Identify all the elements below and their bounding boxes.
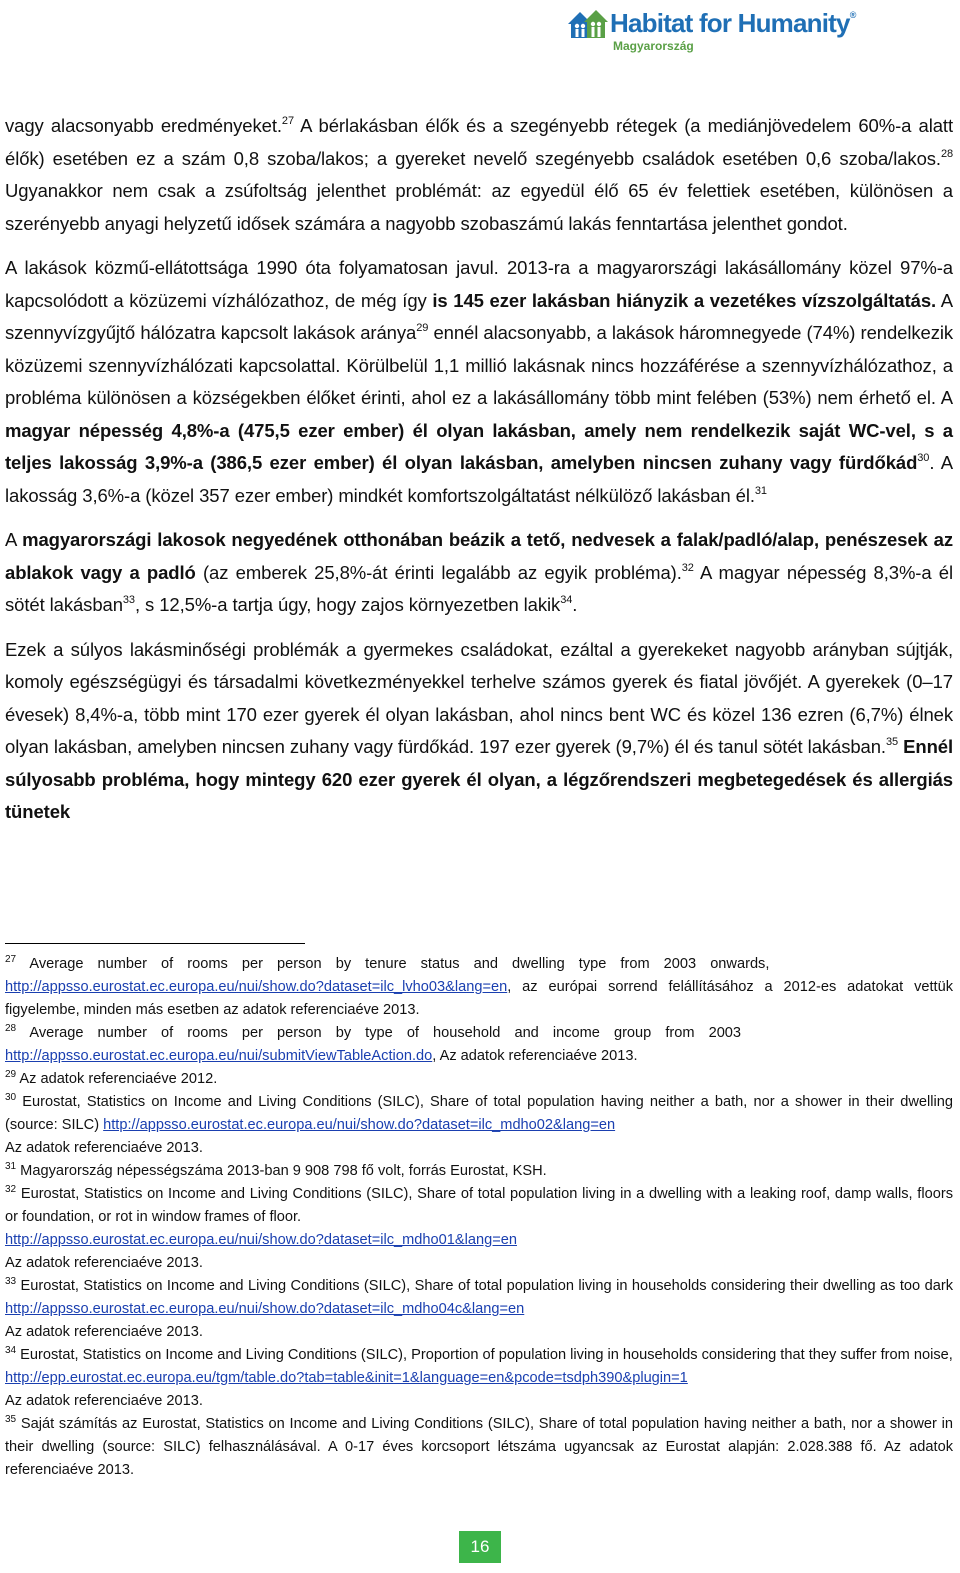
footnote-33: $^{33}$ Eurostat, Statistics on Income and Living Conditions (SILC), Share of total population living in households considering their dwelling as too dark http://appsso.eurostat.ec.europa.eu/nui/show.do?dataset=ilc_mdho04c&lang=en Az adatok referenciaéve 2013.: [5, 1276, 953, 1340]
footnote-30-link[interactable]: http://appsso.eurostat.ec.europa.eu/nui/show.do?dataset=ilc_mdho02&lang=en: [103, 1117, 616, 1133]
footnote-ref-33[interactable]: 33: [122, 594, 135, 606]
footnote-28-link[interactable]: http://appsso.eurostat.ec.europa.eu/nui/submitViewTableAction.do: [5, 1048, 433, 1064]
footnote-ref-35[interactable]: 35: [885, 736, 899, 748]
footnotes: [5, 953, 953, 1482]
footnote-ref-34[interactable]: 34: [560, 594, 573, 606]
footnote-34-link[interactable]: http://epp.eurostat.ec.europa.eu/tgm/table.do?tab=table&init=1&language=en&pcode=tsdph390&plugin=1: [5, 1370, 688, 1386]
footnote-ref-29[interactable]: 29: [416, 322, 429, 334]
footnote-separator: [5, 943, 305, 944]
footnote-27: $^{27}$ Average number of rooms per person by tenure status and dwelling type from 2003 onwards, http://appsso.eurostat.ec.europa.eu/nui/show.do?dataset=ilc_lvho03&lang=en, az európai sorrend felállításához a 2012-es adatokat vettük figyelembe, minden más esetben az adatok referenciaéve 2013.: [5, 954, 953, 1018]
footnote-33-link[interactable]: http://appsso.eurostat.ec.europa.eu/nui/show.do?dataset=ilc_mdho04c&lang=en: [5, 1301, 525, 1317]
paragraph-3: A magyarországi lakosok negyedének otthonában beázik a tető, nedvesek a falak/padló/alap, penészesek az ablakok vagy a padló (az emberek 25,8%-át érinti legalább az egyik probléma).$^{32}$ A magyar népesség 8,3%-a él sötét lakásban$^{33}$, s 12,5%-a tartja úgy, hogy zajos környezetben lakik$^{34}$.: [5, 529, 953, 615]
logo-subtitle: Magyarország: [613, 39, 694, 53]
footnote-ref-32[interactable]: 32: [681, 561, 694, 574]
footnote-ref-27[interactable]: 27: [281, 115, 294, 127]
footnote-ref-28[interactable]: 28: [940, 147, 953, 160]
footnote-35: $^{35}$ Saját számítás az Eurostat, Statistics on Income and Living Conditions (SILC), Share of total population having neither a bath, nor a shower in their dwelling (source: SILC) felhasználásával. A 0-17 éves korcsoport létszáma ugyancsak az Eurostat alapján: 2.028.388 fő. Az adatok referenciaéve 2013.: [5, 1414, 953, 1478]
footnote-32-link[interactable]: http://appsso.eurostat.ec.europa.eu/nui/show.do?dataset=ilc_mdho01&lang=en: [5, 1232, 517, 1248]
page-number: 16: [459, 1531, 501, 1563]
footnote-32: $^{32}$ Eurostat, Statistics on Income and Living Conditions (SILC), Share of total population living in a dwelling with a leaking roof, damp walls, floors or foundation, or rot in window frames of floor. http://appsso.eurostat.ec.europa.eu/nui/show.do?dataset=ilc_mdho01&lang=en Az adatok referenciaéve 2013.: [5, 1184, 953, 1271]
footnote-28: $^{28}$ Average number of rooms per person by type of household and income group from 2003 http://appsso.eurostat.ec.europa.eu/nui/submitViewTableAction.do, Az adatok referenciaéve 2013.: [5, 1023, 742, 1064]
footnote-ref-31[interactable]: 31: [754, 484, 767, 497]
footnote-27-link[interactable]: http://appsso.eurostat.ec.europa.eu/nui/show.do?dataset=ilc_lvho03&lang=en: [5, 979, 508, 995]
paragraph-2: A lakások közmű-ellátottsága 1990 óta folyamatosan javul. 2013-ra a magyarországi lakásállomány közel 97%-a kapcsolódott a közüzemi vízhálózathoz, de még így is 145 ezer lakásban hiányzik a vezetékes vízszolgáltatás. A szennyvízgyűjtő hálózatra kapcsolt lakások aránya$^{29}$ ennél alacsonyabb, a lakások háromnegyede (74%) rendelkezik közüzemi szennyvízhálózati kapcsolattal. Körülbelül 1,1 millió lakásnak nincs hozzáférése a szennyvízhálózathoz, a probléma különösen a községekben élőket érinti, ahol ez a lakásállomány több mint felében (53%) nem érhető el. A magyar népesség 4,8%-a (475,5 ezer ember) él olyan lakásban, amely nem rendelkezik saját WC-vel, s a teljes lakosság 3,9%-a (386,5 ezer ember) él olyan lakásban, amelyben nincsen zuhany vagy fürdőkád$^{30}$. A lakosság 3,6%-a (közel 357 ezer ember) mindkét komfortszolgáltatást nélkülöző lakásban él.$^{31}$: [5, 257, 953, 506]
footnote-30: $^{30}$ Eurostat, Statistics on Income and Living Conditions (SILC), Share of total population having neither a bath, nor a shower in their dwelling (source: SILC) http://appsso.eurostat.ec.europa.eu/nui/show.do?dataset=ilc_mdho02&lang=en Az adatok referenciaéve 2013.: [5, 1092, 953, 1156]
footnote-ref-30[interactable]: 30: [917, 452, 930, 464]
footnote-29: $^{29}$ Az adatok referenciaéve 2012.: [5, 1069, 218, 1087]
habitat-logo: [566, 4, 872, 56]
body-text: [5, 110, 953, 841]
paragraph-1: vagy alacsonyabb eredményeket.$^{27}$ A bérlakásban élők és a szegényebb rétegek (a mediánjövedelem 60%-a alatt élők) esetében ez a szám 0,8 szoba/lakos; a gyereket nevelő szegényebb családok esetében 0,6 szoba/lakos.$^{28}$ Ugyanakkor nem csak a zsúfoltság jelenthet problémát: az egyedül élő 65 év felettiek esetében, különösen a szerényebb anyagi helyzetű idősek számára a nagyobb szobaszámú lakás fenntartása jelenthet gondot.: [5, 115, 953, 234]
paragraph-4: Ezek a súlyos lakásminőségi problémák a gyermekes családokat, ezáltal a gyerekeket nagyobb arányban sújtják, komoly egészségügyi és társadalmi következményekkel terhelve számos gyerek és fiatal jövőjét. A gyerekek (0–17 évesek) 8,4%-a, több mint 170 ezer gyerek él olyan lakásban, ahol nincs bent WC és közel 136 ezren (6,7%) élnek olyan lakásban, amelyben nincsen zuhany vagy fürdőkád. 197 ezer gyerek (9,7%) él és tanul sötét lakásban.$^{35}$ Ennél súlyosabb probléma, hogy mintegy 620 ezer gyerek él olyan, a légzőrendszeri megbetegedések és allergiás tünetek: [5, 638, 954, 822]
footnote-34: $^{34}$ Eurostat, Statistics on Income and Living Conditions (SILC), Proportion of population living in households considering that they suffer from noise, http://epp.eurostat.ec.europa.eu/tgm/table.do?tab=table&init=1&language=en&pcode=tsdph390&plugin=1 Az adatok referenciaéve 2013.: [5, 1345, 953, 1409]
footnote-31: $^{31}$ Magyarország népességszáma 2013-ban 9 908 798 fő volt, forrás Eurostat, KSH.: [5, 1161, 547, 1179]
logo-title: Habitat for Humanity®: [610, 8, 856, 38]
